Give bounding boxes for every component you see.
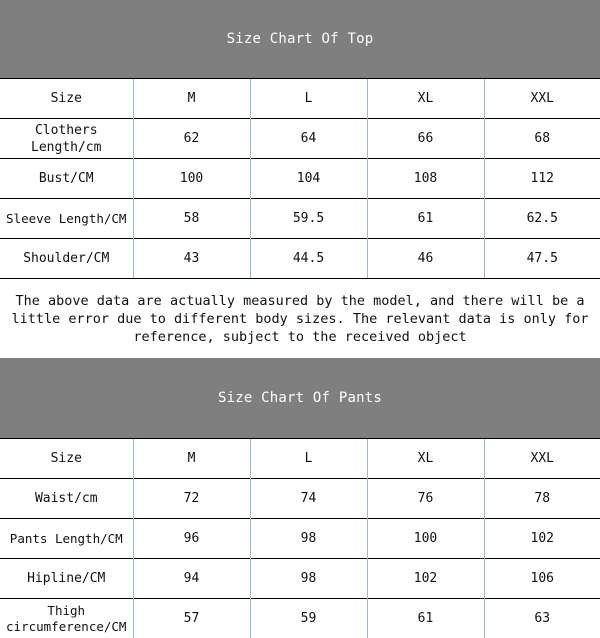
pants-size-table: [0, 438, 600, 638]
table-cell: 76: [367, 479, 484, 519]
row-label-cell: Sleeve Length/CM: [0, 199, 133, 239]
table-cell: 43: [133, 239, 250, 279]
table-header-row: [0, 439, 600, 479]
table-cell: 96: [133, 519, 250, 559]
table-cell: 94: [133, 559, 250, 599]
table-cell: 59: [250, 599, 367, 638]
measurement-disclaimer-text: The above data are actually measured by the model, and there will be a little error due to different body sizes. The relevant data is only for reference, subject to the received object: [6, 292, 594, 346]
header-cell: XL: [367, 79, 484, 119]
table-cell: 66: [367, 119, 484, 159]
row-label-cell: Clothers Length/cm: [0, 119, 133, 159]
pants-size-chart-title: Size Chart Of Pants: [218, 390, 382, 406]
row-label-cell: Waist/cm: [0, 479, 133, 519]
top-size-table: [0, 78, 600, 279]
table-row: [0, 519, 600, 559]
header-cell: L: [250, 79, 367, 119]
header-cell: M: [133, 79, 250, 119]
top-size-chart-title-banner: [0, 0, 600, 78]
table-cell: 57: [133, 599, 250, 638]
header-cell: M: [133, 439, 250, 479]
row-label-cell: Bust/CM: [0, 159, 133, 199]
table-row: [0, 479, 600, 519]
table-row: [0, 599, 600, 638]
table-cell: 98: [250, 519, 367, 559]
header-cell: Size: [0, 439, 133, 479]
pants-size-chart-title-banner: [0, 358, 600, 438]
table-cell: 62.5: [484, 199, 600, 239]
header-cell: XXL: [484, 79, 600, 119]
row-label-cell: Thigh circumference/CM: [0, 599, 133, 638]
measurement-disclaimer: [0, 279, 600, 358]
table-cell: 63: [484, 599, 600, 638]
table-row: [0, 119, 600, 159]
table-cell: 104: [250, 159, 367, 199]
table-cell: 44.5: [250, 239, 367, 279]
table-row: [0, 239, 600, 279]
table-row: [0, 159, 600, 199]
table-row: [0, 559, 600, 599]
table-cell: 102: [367, 559, 484, 599]
table-cell: 47.5: [484, 239, 600, 279]
header-cell: L: [250, 439, 367, 479]
table-cell: 58: [133, 199, 250, 239]
table-cell: 74: [250, 479, 367, 519]
table-cell: 59.5: [250, 199, 367, 239]
row-label-cell: Shoulder/CM: [0, 239, 133, 279]
table-cell: 100: [367, 519, 484, 559]
table-cell: 62: [133, 119, 250, 159]
row-label-cell: Hipline/CM: [0, 559, 133, 599]
header-cell: Size: [0, 79, 133, 119]
header-cell: XL: [367, 439, 484, 479]
table-cell: 78: [484, 479, 600, 519]
table-row: [0, 199, 600, 239]
header-cell: XXL: [484, 439, 600, 479]
table-cell: 108: [367, 159, 484, 199]
table-cell: 112: [484, 159, 600, 199]
table-cell: 61: [367, 199, 484, 239]
row-label-cell: Pants Length/CM: [0, 519, 133, 559]
table-cell: 102: [484, 519, 600, 559]
table-cell: 72: [133, 479, 250, 519]
table-cell: 61: [367, 599, 484, 638]
table-cell: 98: [250, 559, 367, 599]
table-cell: 100: [133, 159, 250, 199]
top-size-chart-title: Size Chart Of Top: [227, 31, 374, 47]
table-cell: 106: [484, 559, 600, 599]
table-cell: 64: [250, 119, 367, 159]
table-cell: 68: [484, 119, 600, 159]
table-cell: 46: [367, 239, 484, 279]
table-header-row: [0, 79, 600, 119]
